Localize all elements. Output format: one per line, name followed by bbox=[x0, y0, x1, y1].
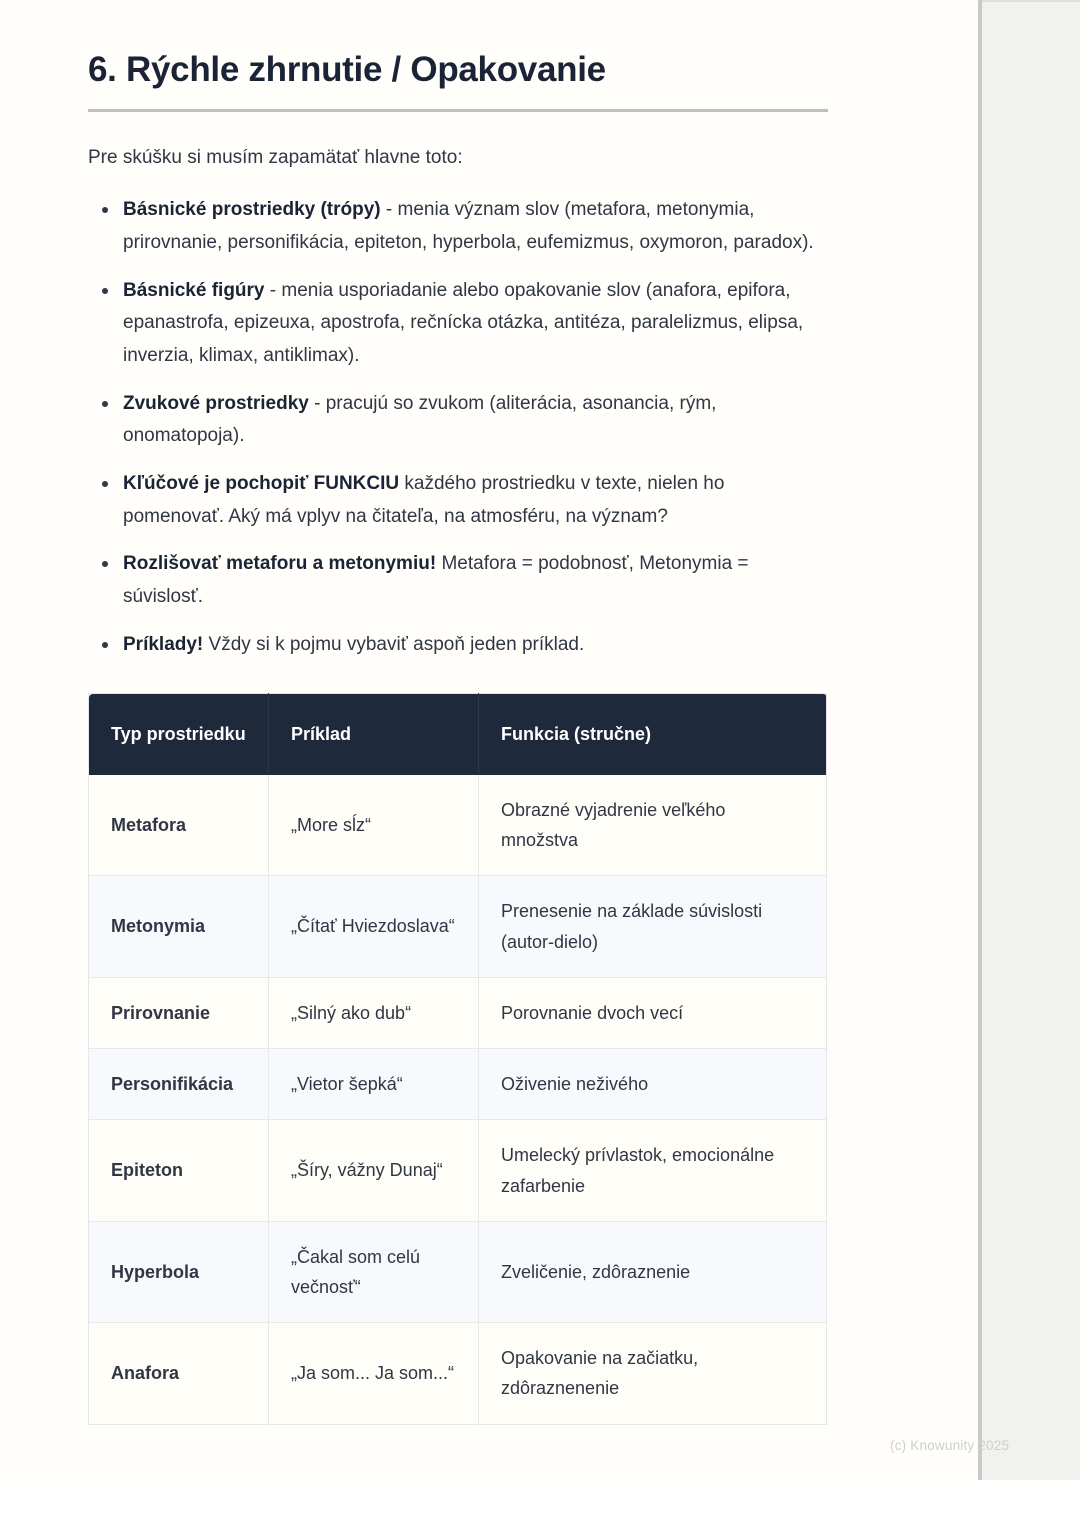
cell-example: „Silný ako dub“ bbox=[269, 977, 479, 1048]
cell-function: Prenesenie na základe súvislosti (autor-dielo) bbox=[479, 876, 827, 977]
list-item bbox=[88, 388, 828, 453]
table-row bbox=[89, 1221, 827, 1322]
list-item-text: Vždy si k pojmu vybaviť aspoň jeden príklad. bbox=[203, 633, 585, 655]
cell-type: Metonymia bbox=[89, 876, 269, 977]
page-right-gutter bbox=[978, 0, 1080, 1480]
table-header bbox=[89, 694, 827, 775]
column-header-type: Typ prostriedku bbox=[89, 694, 269, 775]
table-row bbox=[89, 775, 827, 876]
list-item-term: Zvukové prostriedky bbox=[123, 392, 309, 414]
page-title: 6. Rýchle zhrnutie / Opakovanie bbox=[88, 50, 606, 89]
cell-example: „Čítať Hviezdoslava“ bbox=[269, 876, 479, 977]
cell-example: „Vietor šepká“ bbox=[269, 1049, 479, 1120]
cell-function: Opakovanie na začiatku, zdôraznenenie bbox=[501, 1348, 699, 1399]
cell-example: „Šíry, vážny Dunaj“ bbox=[269, 1120, 479, 1221]
column-header-function: Funkcia (stručne) bbox=[479, 694, 827, 775]
list-item-text: Metafora = podobnosť, Metonymia = súvislosť. bbox=[123, 553, 749, 607]
summary-bullet-list bbox=[88, 194, 828, 661]
list-item bbox=[88, 468, 828, 533]
table-row bbox=[89, 1323, 827, 1424]
list-item-term: Kľúčové je pochopiť FUNKCIU bbox=[123, 472, 400, 494]
table-row bbox=[89, 876, 827, 977]
list-item-term: Básnické prostriedky (trópy) bbox=[123, 199, 381, 221]
cell-type: Epiteton bbox=[89, 1120, 269, 1221]
title-divider bbox=[88, 109, 828, 112]
list-item-text: - pracujú so zvukom (aliterácia, asonancia, rým, onomatopoja). bbox=[123, 392, 717, 447]
list-item-term: Rozlišovať metaforu a metonymiu! bbox=[123, 553, 437, 575]
cell-example: „Čakal som celú večnosť“ bbox=[269, 1221, 479, 1322]
cell-type: Prirovnanie bbox=[89, 977, 269, 1048]
cell-function: Oživenie neživého bbox=[479, 1049, 827, 1120]
page-bottom-band bbox=[0, 1480, 1080, 1528]
cell-example: „More sĺz“ bbox=[269, 775, 479, 876]
cell-type: Metafora bbox=[89, 775, 269, 876]
cell-type: Anafora bbox=[89, 1323, 269, 1424]
list-item-text: - menia usporiadanie alebo opakovanie slov (anafora, epifora, epanastrofa, epizeuxa, apostrofa, rečnícka otázka, antitéza, paralelizmus, elipsa, inverzia, klimax, antiklimax). bbox=[123, 279, 804, 366]
list-item bbox=[88, 629, 828, 662]
cell-example: „Ja som... Ja som...“ bbox=[269, 1323, 479, 1424]
column-header-example: Príklad bbox=[269, 694, 479, 775]
literary-devices-table bbox=[88, 693, 827, 1424]
copyright-watermark: (c) Knowunity 2025 bbox=[890, 1438, 1010, 1453]
list-item-term: Básnické figúry bbox=[123, 279, 265, 301]
list-item-text: každého prostriedku v texte, nielen ho pomenovať. Aký má vplyv na čitateľa, na atmosféru, na význam? bbox=[123, 472, 725, 527]
list-item-term: Príklady! bbox=[123, 633, 204, 655]
cell-type: Personifikácia bbox=[89, 1049, 269, 1120]
list-item-text: - menia význam slov (metafora, metonymia, prirovnanie, personifikácia, epiteton, hyperbola, eufemizmus, oxymoron, paradox). bbox=[123, 199, 814, 253]
list-item bbox=[88, 548, 828, 613]
cell-type: Hyperbola bbox=[89, 1221, 269, 1322]
intro-paragraph: Pre skúšku si musím zapamätať hlavne toto: bbox=[88, 146, 463, 168]
table-row bbox=[89, 1049, 827, 1120]
document-content bbox=[88, 0, 828, 1425]
gutter-top-edge bbox=[982, 0, 1080, 2]
table-header-row bbox=[89, 694, 827, 775]
list-item bbox=[88, 275, 828, 373]
cell-function: Porovnanie dvoch vecí bbox=[479, 977, 827, 1048]
list-item bbox=[88, 194, 828, 259]
cell-function: Zveličenie, zdôraznenie bbox=[479, 1221, 827, 1322]
table-row bbox=[89, 1120, 827, 1221]
table-body bbox=[89, 775, 827, 1424]
table-row bbox=[89, 977, 827, 1048]
cell-function: Umelecký prívlastok, emocionálne zafarbenie bbox=[479, 1120, 827, 1221]
cell-function: Obrazné vyjadrenie veľkého množstva bbox=[479, 775, 827, 876]
